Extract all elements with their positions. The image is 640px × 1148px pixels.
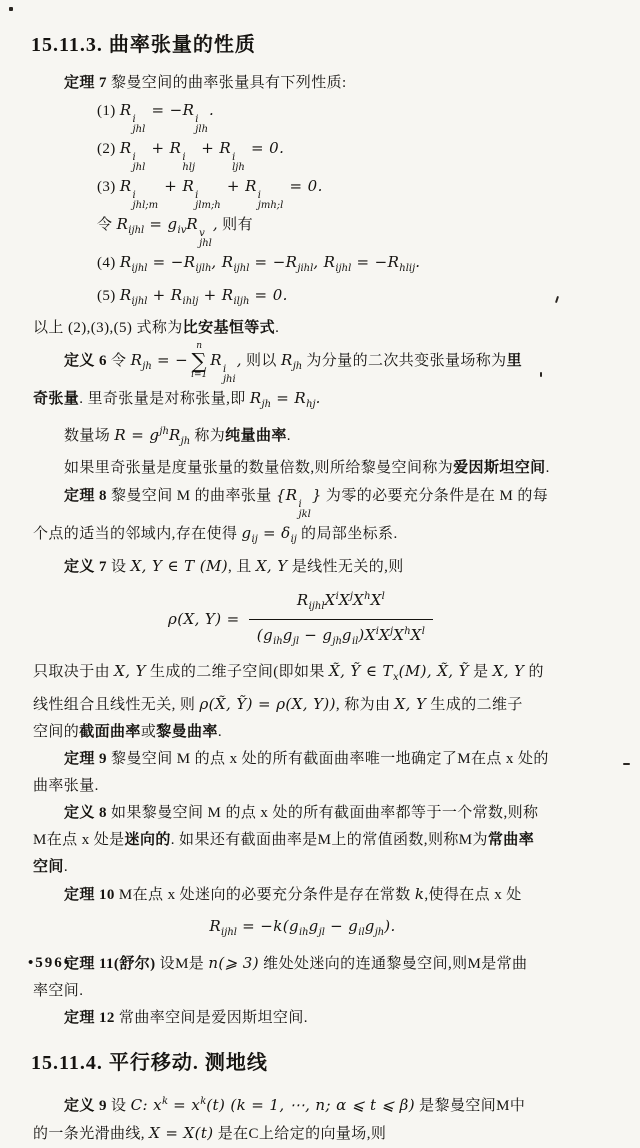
property-4: (4) $R_{ijhl} = -R_{ijlh}$, $R_{ijhl} = -R_{jihl}$, $R_{ijhl} = -R_{hlij}$. (97, 253, 421, 274)
property-5: (5) $R_{ijhl} + R_{ihlj} + R_{iljh} = 0$. (97, 286, 288, 307)
definition-8: 定义 8 如果黎曼空间 M 的点 x 处的所有截面曲率都等于一个常数,则称 (64, 805, 539, 821)
bianchi-note: 以上 (2),(3),(5) 式称为比安基恒等式. (33, 320, 280, 336)
definition-9: 定义 9 设 C: $x^k = x^k(t) (k = 1$, ⋯, n; α ⩽ t ⩽ β) 是黎曼空间M中 (64, 1096, 526, 1114)
theorem-9-cont: 曲率张量. (33, 778, 99, 794)
theorem-10-formula: $R_{ijhl} = -k(g_{ih}g_{jl} - g_{il}g_{jh})$. (209, 917, 396, 938)
definition-7-cont-2: 线性组合且线性无关, 则 ρ(X̃, Ỹ) = ρ(X, Y)), 称为由 X, Y 生成的二维子 (33, 695, 523, 713)
scan-artifact (9, 7, 13, 11)
scalar-curvature: 数量场 $R = g^{jh}R_{jh}$ 称为纯量曲率. (64, 426, 291, 447)
property-2: (2) R i jhl + R i hlj + R i ljh = 0. (97, 139, 285, 173)
theorem-12: 定理 12 常曲率空间是爱因斯坦空间. (64, 1010, 308, 1026)
let-definition: 令 $R_{ijhl} = g_{iv}R$ v jhl , 则有 (97, 215, 253, 249)
property-1: (1) R i jhl = −R i jlh . (97, 101, 215, 135)
theorem-9: 定理 9 黎曼空间 M 的点 x 处的所有截面曲率唯一地确定了M在点 x 处的 (64, 751, 549, 767)
definition-9-cont: 的一条光滑曲线, X = X(t) 是在C上给定的向量场,则 (33, 1124, 387, 1142)
ricci-tensor: 奇张量. 里奇张量是对称张量,即 $R_{jh} = R_{hj}$. (33, 389, 321, 410)
definition-8-cont-2: 空间. (33, 859, 68, 875)
definition-6: 定义 6 令 $R_{jh}$ = − n ∑ i=1 R i jhi , 则以 $R_{jh}$ 为分量的二次共变张量场称为里 (64, 341, 522, 385)
definition-8-cont-1: M在点 x 处是迷向的. 如果还有截面曲率是M上的常值函数,则称M为常曲率 (33, 832, 535, 848)
theorem-11-cont: 率空间. (33, 983, 84, 999)
einstein-space: 如果里奇张量是度量张量的数量倍数,则所给黎曼空间称为爱因斯坦空间. (64, 460, 550, 476)
definition-7: 定义 7 设 X, Y ∈ T (M), 且 X, Y 是线性无关的,则 (64, 557, 404, 575)
content-lines (33, 30, 622, 1148)
theorem-8-cont: 个点的适当的邻域内,存在使得 $g_{ij} = \delta_{ij}$ 的局部坐标系. (33, 524, 398, 545)
theorem-10: 定理 10 M在点 x 处迷向的必要充分条件是存在常数 k,使得在点 x 处 (64, 885, 522, 903)
scan-artifact (540, 372, 542, 377)
section-heading-15-11-4: 15.11.4. 平行移动. 测地线 (31, 1052, 268, 1074)
theorem-8: 定理 8 黎曼空间 M 的曲率张量 {R i jkl } 为零的必要充分条件是在 M 的每 (64, 486, 549, 520)
section-heading-15-11-3: 15.11.3. 曲率张量的性质 (31, 34, 256, 56)
property-3: (3) R i jhl;m + R i jlm;h + R i jmh;l = 0. (97, 177, 323, 211)
page-number: •596• (28, 955, 72, 971)
theorem-11: 定理 11(舒尔) 设M是 n(⩾ 3) 维处处迷向的连通黎曼空间,则M是常曲 (64, 954, 528, 972)
scan-artifact (623, 763, 630, 765)
sectional-curvature-formula: ρ(X, Y) = $\frac{R_{ijhl}X^iX^jX^hX^l}{(g_{ih}g_{jl} - g_{jh}g_{il})X^iX^jX^hX^l}$ (33, 585, 622, 654)
definition-7-cont-1: 只取决于由 X, Y 生成的二维子空间(即如果 X̃, Ỹ ∈ $T_x(M)$, X̃, Ỹ 是 X, Y 的 (33, 662, 544, 683)
definition-7-cont-3: 空间的截面曲率或黎曼曲率. (33, 724, 222, 740)
theorem-7: 定理 7 黎曼空间的曲率张量具有下列性质: (64, 75, 347, 91)
